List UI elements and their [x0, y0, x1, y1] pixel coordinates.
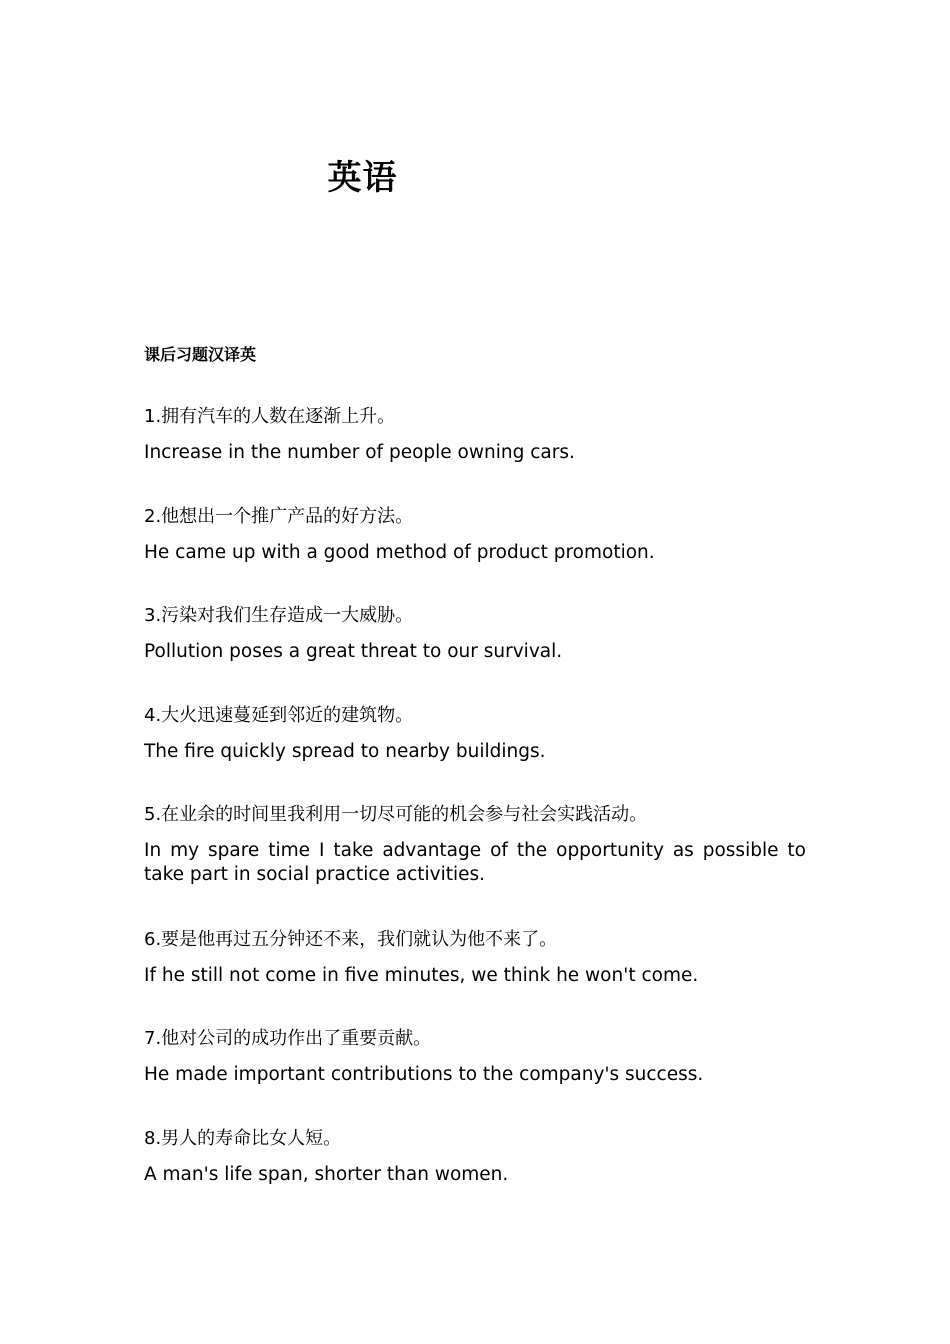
exercise-question: 3.污染对我们生存造成一大威胁。 — [144, 605, 414, 626]
exercise-item — [144, 405, 806, 465]
exercise-question: 6.要是他再过五分钟还不来，我们就认为他不来了。 — [144, 929, 558, 950]
exercise-item — [144, 803, 806, 887]
exercise-answer: If he still not come in five minutes, we think he won't come. — [144, 965, 699, 986]
exercise-item — [144, 505, 806, 565]
exercise-question: 5.在业余的时间里我利用一切尽可能的机会参与社会实践活动。 — [144, 804, 648, 825]
exercise-item — [144, 1127, 806, 1187]
document-title: 英语 — [327, 158, 398, 198]
exercise-item — [144, 1027, 806, 1087]
section-heading: 课后习题汉译英 — [144, 345, 257, 364]
exercise-question: 8.男人的寿命比女人短。 — [144, 1128, 342, 1149]
exercise-question: 1.拥有汽车的人数在逐渐上升。 — [144, 406, 396, 427]
exercise-item — [144, 704, 806, 764]
exercise-question: 4.大火迅速蔓延到邻近的建筑物。 — [144, 705, 414, 726]
exercise-answer: The fire quickly spread to nearby buildings. — [144, 741, 546, 762]
exercise-answer: Increase in the number of people owning cars. — [144, 442, 575, 463]
exercise-question: 2.他想出一个推广产品的好方法。 — [144, 506, 414, 527]
exercise-item — [144, 604, 806, 664]
exercise-answer: Pollution poses a great threat to our survival. — [144, 641, 563, 662]
exercise-answer: A man's life span, shorter than women. — [144, 1164, 509, 1185]
exercise-answer: He made important contributions to the company's success. — [144, 1064, 704, 1085]
exercise-item — [144, 928, 806, 988]
exercise-answer: He came up with a good method of product promotion. — [144, 542, 655, 563]
exercise-question: 7.他对公司的成功作出了重要贡献。 — [144, 1028, 432, 1049]
exercise-answer: In my spare time I take advantage of the opportunity as possible to take part in social practice activities. — [144, 840, 806, 885]
